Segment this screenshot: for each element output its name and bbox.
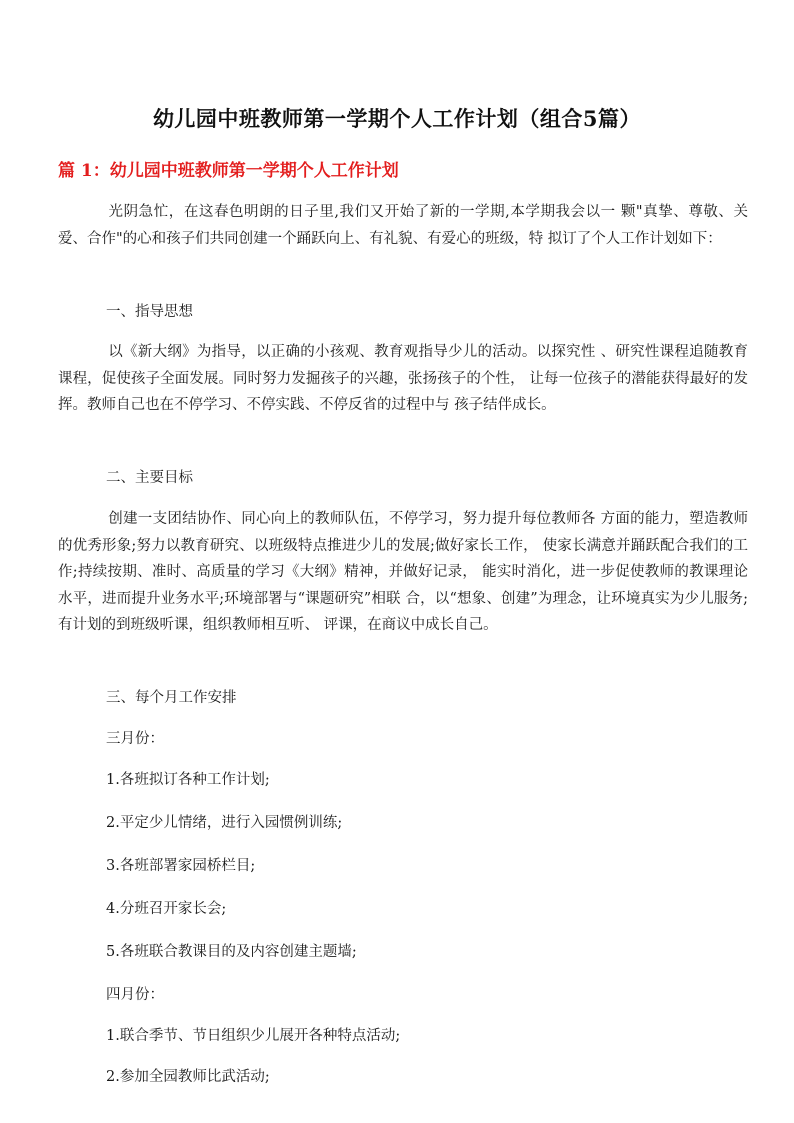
- list-item: 4.分班召开家长会;: [106, 901, 227, 917]
- list-item: 1.各班拟订各种工作计划;: [106, 772, 270, 788]
- list-item: 2.平定少儿情绪，进行入园惯例训练;: [106, 815, 343, 831]
- list-item: 1.联合季节、节日组织少儿展开各种特点活动;: [106, 1028, 401, 1044]
- heading-main-goals: 二、主要目标: [106, 470, 193, 486]
- main-goals-paragraph: [58, 506, 748, 639]
- heading-guiding-ideas: 一、指导思想: [106, 304, 193, 320]
- intro-text: 光阴急忙，在这春色明朗的日子里,我们又开始了新的一学期,本学期我会以一 颗"真挚、尊敬、关爱、合作"的心和孩子们共同创建一个踊跃向上、有礼貌、有爱心的班级，特 拟订了个人工作计划如下：: [58, 204, 748, 247]
- intro-paragraph: [58, 199, 748, 252]
- guiding-ideas-paragraph: [58, 339, 748, 419]
- guiding-ideas-text: 以《新大纲》为指导，以正确的小孩观、教育观指导少儿的活动。以探究性 、研究性课程追随教育课程，促使孩子全面发展。同时努力发掘孩子的兴趣，张扬孩子的个性， 让每一位孩子的潜能获得最好的发挥。教师自己也在不停学习、不停实践、不停反省的过程中与 孩子结伴成长。: [58, 344, 748, 413]
- document-title: 幼儿园中班教师第一学期个人工作计划（组合5篇）: [152, 106, 642, 131]
- heading-monthly-plan: 三、每个月工作安排: [106, 690, 237, 706]
- april-label: 四月份：: [106, 987, 164, 1003]
- march-label: 三月份：: [106, 731, 164, 747]
- section-title: 篇 1：幼儿园中班教师第一学期个人工作计划: [58, 161, 399, 181]
- list-item: 5.各班联合教课目的及内容创建主题墙;: [106, 944, 357, 960]
- list-item: 2.参加全园教师比武活动;: [106, 1069, 270, 1085]
- main-goals-text: 创建一支团结协作、同心向上的教师队伍，不停学习，努力提升每位教师各 方面的能力，塑造教师的优秀形象;努力以教育研究、以班级特点推进少儿的发展;做好家长工作， 使家长满意并踊跃配合我们的工作;持续按期、准时、高质量的学习《大纲》精神，并做好记录， 能实时消化，进一步促使教师的教课理论水平，进而提升业务水平;环境部署与“课题研究”相联 合，以“想象、创建”为理念，让环境真实为少儿服务;有计划的到班级听课，组织教师相互听、 评课，在商议中成长自己。: [58, 511, 748, 633]
- list-item: 3.各班部署家园桥栏目;: [106, 858, 256, 874]
